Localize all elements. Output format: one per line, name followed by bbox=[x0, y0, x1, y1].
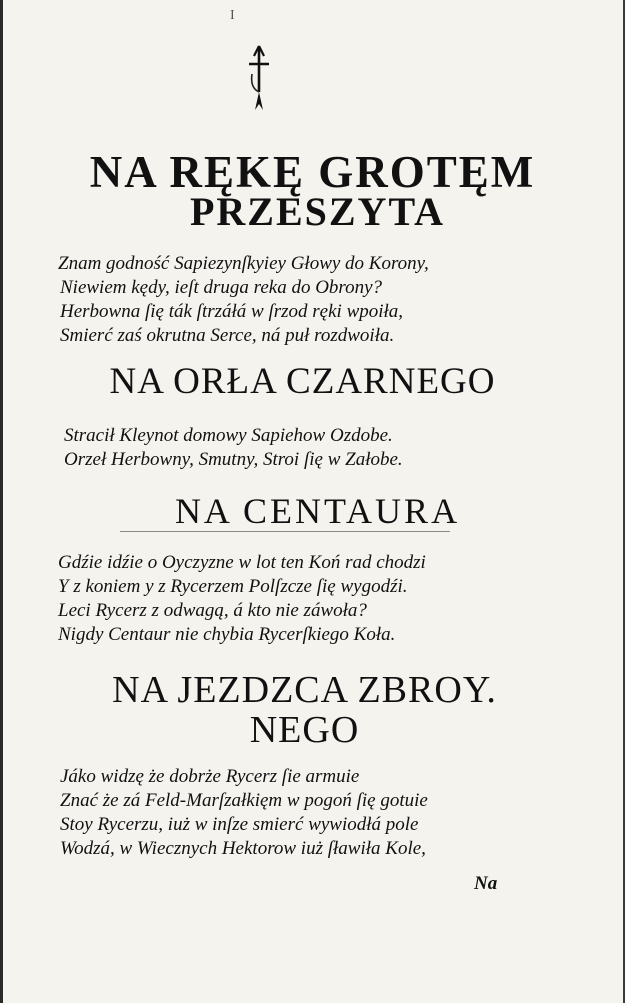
verse-line: Jáko widzę że dobrże Rycerz ſie armuie bbox=[60, 766, 360, 787]
verse-line: Nigdy Centaur nie chybia Rycerſkiego Koła. bbox=[58, 624, 396, 645]
verse-3 bbox=[0, 551, 625, 647]
section-title-1-line-2: PRZESZYTA bbox=[189, 189, 446, 234]
catchword: Na bbox=[474, 873, 498, 894]
section-title-1-line-1: NA RĘKĘ GROTĘM bbox=[89, 147, 536, 197]
verse-line: Herbowna ſię ták ſtrzáłá w ſrzod ręki wpoiła, bbox=[60, 301, 404, 322]
verse-line: Stoy Rycerzu, iuż w inſze smierć wywiodłá pole bbox=[60, 814, 419, 835]
verse-4 bbox=[0, 765, 625, 861]
verse-line: Stracił Kleynot domowy Sapiehow Ozdobe. bbox=[64, 425, 393, 446]
title-underline bbox=[120, 531, 450, 532]
sapieha-arrow-emblem bbox=[244, 44, 274, 114]
page-mark: I bbox=[230, 8, 235, 23]
verse-line: Gdźie idźie o Oyczyzne w lot ten Koń rad chodzi bbox=[58, 552, 426, 573]
section-title-4-line-2: NEGO bbox=[249, 709, 360, 751]
verse-line: Leci Rycerz z odwagą, á kto nie záwoła? bbox=[58, 600, 367, 621]
verse-line: Wodzá, w Wiecznych Hektorow iuż ſławiła Kole, bbox=[60, 838, 426, 859]
verse-2 bbox=[0, 424, 625, 472]
verse-line: Znać że zá Feld-Marſzałkięm w pogoń ſię gotuie bbox=[60, 790, 428, 811]
section-title-3: NA CENTAURA bbox=[174, 491, 461, 531]
verse-1 bbox=[0, 252, 625, 348]
section-title-2: NA ORŁA CZARNEGO bbox=[109, 361, 496, 402]
verse-line: Znam godność Sapiezynſkyiey Głowy do Korony, bbox=[58, 253, 429, 274]
verse-line: Orzeł Herbowny, Smutny, Stroi ſię w Załobe. bbox=[64, 449, 403, 470]
verse-line: Smierć zaś okrutna Serce, ná puł rozdwoiła. bbox=[60, 325, 395, 346]
verse-line: Niewiem kędy, ieſt druga reka do Obrony? bbox=[60, 277, 383, 298]
verse-line: Y z koniem y z Rycerzem Polſzcze ſię wygodźi. bbox=[58, 576, 408, 597]
section-title-4-line-1: NA JEZDZCA ZBROY. bbox=[112, 669, 497, 711]
